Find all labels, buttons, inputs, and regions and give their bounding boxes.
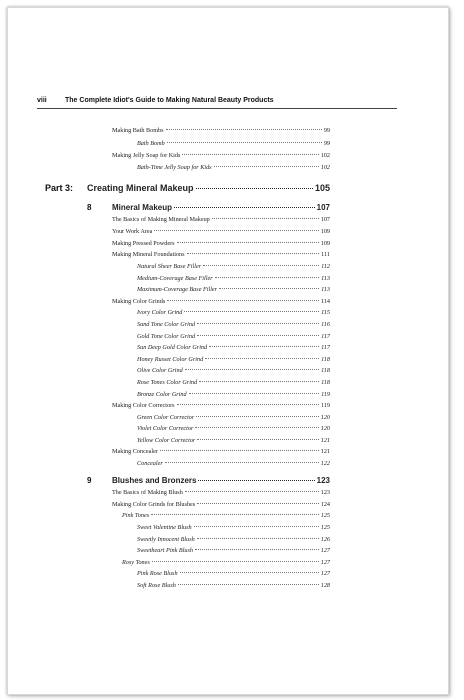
- chapter-number: 9: [87, 476, 92, 485]
- dot-leader: [152, 561, 319, 562]
- toc-entry[interactable]: Green Color Corrector 120: [137, 414, 330, 421]
- dot-leader: [205, 358, 319, 359]
- dot-leader: [197, 503, 319, 504]
- toc-entry[interactable]: Soft Rose Blush 128: [137, 582, 330, 589]
- dot-leader: [160, 450, 319, 451]
- toc-entry[interactable]: Rose Tones Color Grind 118: [137, 379, 330, 386]
- dot-leader: [197, 439, 318, 440]
- dot-leader: [174, 207, 315, 208]
- toc-entry[interactable]: Making Mineral Foundations 111: [112, 251, 330, 258]
- toc-entry[interactable]: The Basics of Making Blush 123: [112, 489, 330, 496]
- dot-leader: [177, 404, 319, 405]
- dot-leader: [180, 572, 319, 573]
- toc-entry[interactable]: Making Color Grinds 114: [112, 298, 330, 305]
- dot-leader: [219, 288, 319, 289]
- dot-leader: [185, 369, 319, 370]
- dot-leader: [212, 218, 319, 219]
- dot-leader: [177, 242, 319, 243]
- chapter-heading[interactable]: Blushes and Bronzers 123: [112, 476, 330, 485]
- dot-leader: [165, 462, 319, 463]
- dot-leader: [197, 538, 319, 539]
- dot-leader: [182, 154, 318, 155]
- toc-entry[interactable]: Honey Russet Color Grind 118: [137, 356, 330, 363]
- toc-entry[interactable]: Bath-Time Jelly Soap for Kids 102: [137, 164, 330, 171]
- toc-entry[interactable]: Sun Deep Gold Color Grind 117: [137, 344, 330, 351]
- dot-leader: [185, 491, 319, 492]
- dot-leader: [184, 311, 319, 312]
- toc-entry[interactable]: Making Color Correctors 119: [112, 402, 330, 409]
- toc-entry[interactable]: Pink Tones 125: [122, 512, 330, 519]
- toc-entry[interactable]: Making Pressed Powders 109: [112, 240, 330, 247]
- toc-entry[interactable]: Bronze Color Grind 119: [137, 391, 330, 398]
- toc-entry[interactable]: Concealer 122: [137, 460, 330, 467]
- toc-entry[interactable]: Maximum-Coverage Base Filler 113: [137, 286, 330, 293]
- toc-entry[interactable]: Natural Sheer Base Filler 112: [137, 263, 330, 270]
- toc-entry[interactable]: Gold Tone Color Grind 117: [137, 333, 330, 340]
- toc-entry[interactable]: Bath Bomb 99: [137, 140, 330, 147]
- toc-entry[interactable]: Medium-Coverage Base Filler 113: [137, 275, 330, 282]
- book-title: The Complete Idiot's Guide to Making Natural Beauty Products: [65, 97, 274, 104]
- toc-entry[interactable]: Making Concealer 121: [112, 448, 330, 455]
- toc-entry[interactable]: Pink Rose Blush 127: [137, 570, 330, 577]
- dot-leader: [189, 393, 320, 394]
- part-label: Part 3:: [45, 183, 74, 193]
- dot-leader: [167, 142, 322, 143]
- toc-entry[interactable]: Violet Color Corrector 120: [137, 425, 330, 432]
- dot-leader: [199, 381, 319, 382]
- header-rule: [37, 108, 397, 109]
- toc-entry[interactable]: Yellow Color Corrector 121: [137, 437, 330, 444]
- dot-leader: [214, 166, 319, 167]
- chapter-number: 8: [87, 203, 92, 212]
- dot-leader: [195, 427, 318, 428]
- toc-entry[interactable]: Sweetheart Pink Blush 127: [137, 547, 330, 554]
- toc-entry[interactable]: Making Bath Bombs 99: [112, 127, 330, 134]
- chapter-heading[interactable]: Mineral Makeup 107: [112, 203, 330, 212]
- dot-leader: [203, 265, 319, 266]
- dot-leader: [151, 514, 319, 515]
- dot-leader: [187, 253, 320, 254]
- toc-entry[interactable]: Rosy Tones 127: [122, 559, 330, 566]
- toc-entry[interactable]: Your Work Area 109: [112, 228, 330, 235]
- dot-leader: [198, 480, 314, 481]
- dot-leader: [167, 300, 319, 301]
- dot-leader: [166, 129, 322, 130]
- dot-leader: [195, 549, 319, 550]
- part-heading[interactable]: Creating Mineral Makeup 105: [87, 183, 330, 193]
- dot-leader: [209, 346, 319, 347]
- dot-leader: [215, 277, 320, 278]
- toc-entry[interactable]: The Basics of Making Mineral Makeup 107: [112, 216, 330, 223]
- toc-entry[interactable]: Ivory Color Grind 115: [137, 309, 330, 316]
- toc-entry[interactable]: Making Color Grinds for Blushes 124: [112, 501, 330, 508]
- dot-leader: [178, 584, 319, 585]
- dot-leader: [154, 230, 318, 231]
- dot-leader: [196, 416, 318, 417]
- dot-leader: [197, 323, 319, 324]
- toc-entry[interactable]: Sweet Valentine Blush 125: [137, 524, 330, 531]
- toc-entry[interactable]: Sweetly Innocent Blush 126: [137, 536, 330, 543]
- page-number: viii: [37, 97, 47, 104]
- dot-leader: [196, 188, 313, 189]
- dot-leader: [194, 526, 319, 527]
- dot-leader: [197, 335, 319, 336]
- toc-entry[interactable]: Sand Tone Color Grind 116: [137, 321, 330, 328]
- toc-entry[interactable]: Making Jelly Soap for Kids 102: [112, 152, 330, 159]
- toc-entry[interactable]: Olive Color Grind 118: [137, 367, 330, 374]
